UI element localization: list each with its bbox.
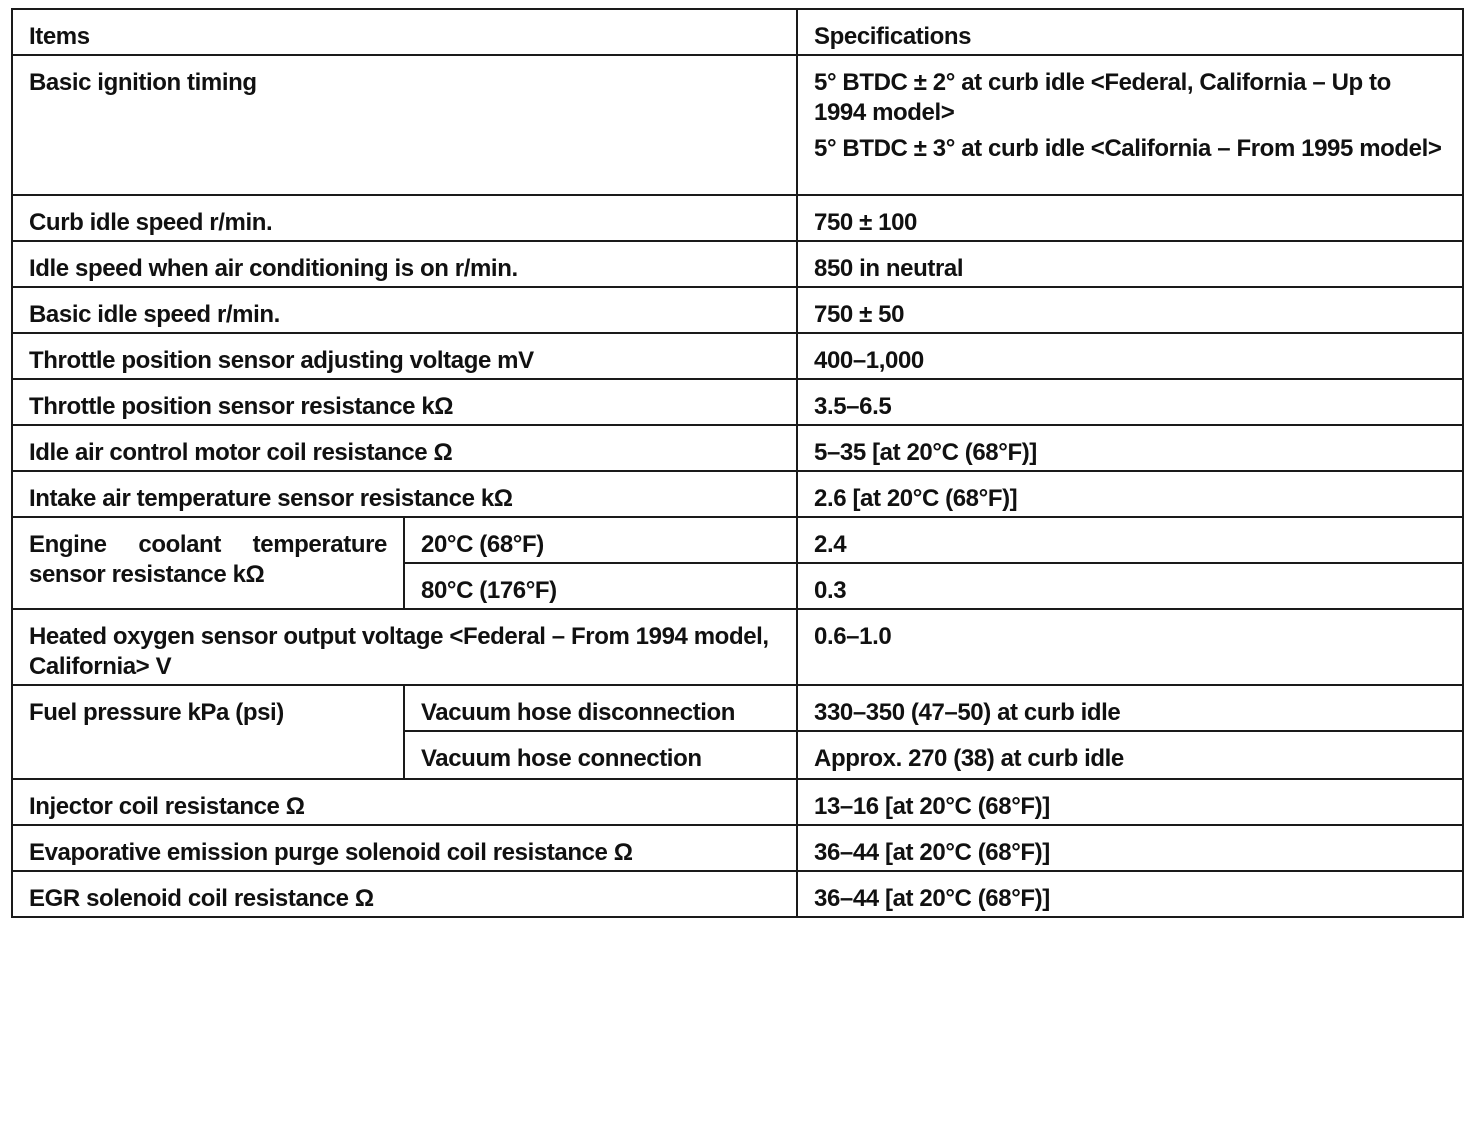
spec-vacuum-disconnection: 330–350 (47–50) at curb idle [797,685,1463,731]
table-row [12,471,1463,517]
table-row [12,609,1463,685]
table-row [12,517,1463,563]
item-iat-resistance: Intake air temperature sensor resistance kΩ [12,471,797,517]
spec-ect-20c: 2.4 [797,517,1463,563]
item-ect-resistance: Engine coolant temperature sensor resistance kΩ [12,517,404,609]
table-row [12,825,1463,871]
table-header-row [12,9,1463,55]
spec-curb-idle-speed: 750 ± 100 [797,195,1463,241]
item-o2-voltage: Heated oxygen sensor output voltage <Federal – From 1994 model, California> V [12,609,797,685]
item-fuel-pressure: Fuel pressure kPa (psi) [12,685,404,779]
spec-tps-resistance: 3.5–6.5 [797,379,1463,425]
spec-ac-idle-speed: 850 in neutral [797,241,1463,287]
spec-iat-resistance: 2.6 [at 20°C (68°F)] [797,471,1463,517]
table-row [12,685,1463,731]
table-row [12,287,1463,333]
item-basic-idle-speed: Basic idle speed r/min. [12,287,797,333]
table-row [12,333,1463,379]
spec-injector-resistance: 13–16 [at 20°C (68°F)] [797,779,1463,825]
cond-ect-80c: 80°C (176°F) [404,563,797,609]
spec-basic-ignition-timing [797,55,1463,195]
table-row [12,195,1463,241]
spec-o2-voltage: 0.6–1.0 [797,609,1463,685]
item-injector-resistance: Injector coil resistance Ω [12,779,797,825]
item-iac-resistance: Idle air control motor coil resistance Ω [12,425,797,471]
header-specifications: Specifications [797,9,1463,55]
spec-vacuum-connection: Approx. 270 (38) at curb idle [797,731,1463,779]
item-curb-idle-speed: Curb idle speed r/min. [12,195,797,241]
item-egr-resistance: EGR solenoid coil resistance Ω [12,871,797,917]
item-tps-voltage: Throttle position sensor adjusting voltage mV [12,333,797,379]
spec-ignition-line-2: 5° BTDC ± 3° at curb idle <California – From 1995 model> [814,135,1442,162]
item-basic-ignition-timing: Basic ignition timing [12,55,797,195]
item-ac-idle-speed: Idle speed when air conditioning is on r/min. [12,241,797,287]
spec-tps-voltage: 400–1,000 [797,333,1463,379]
spec-egr-resistance: 36–44 [at 20°C (68°F)] [797,871,1463,917]
cond-vacuum-connection: Vacuum hose connection [404,731,797,779]
cond-ect-20c: 20°C (68°F) [404,517,797,563]
table-row [12,55,1463,195]
spec-purge-resistance: 36–44 [at 20°C (68°F)] [797,825,1463,871]
spec-ect-80c: 0.3 [797,563,1463,609]
cond-vacuum-disconnection: Vacuum hose disconnection [404,685,797,731]
specifications-table [11,8,1464,918]
spec-iac-resistance: 5–35 [at 20°C (68°F)] [797,425,1463,471]
table-row [12,425,1463,471]
table-row [12,871,1463,917]
item-tps-resistance: Throttle position sensor resistance kΩ [12,379,797,425]
spec-basic-idle-speed: 750 ± 50 [797,287,1463,333]
spec-ignition-line-1: 5° BTDC ± 2° at curb idle <Federal, California – Up to 1994 model> [814,69,1391,126]
item-purge-resistance: Evaporative emission purge solenoid coil resistance Ω [12,825,797,871]
table-row [12,779,1463,825]
table-row [12,379,1463,425]
header-items: Items [12,9,797,55]
table-row [12,241,1463,287]
